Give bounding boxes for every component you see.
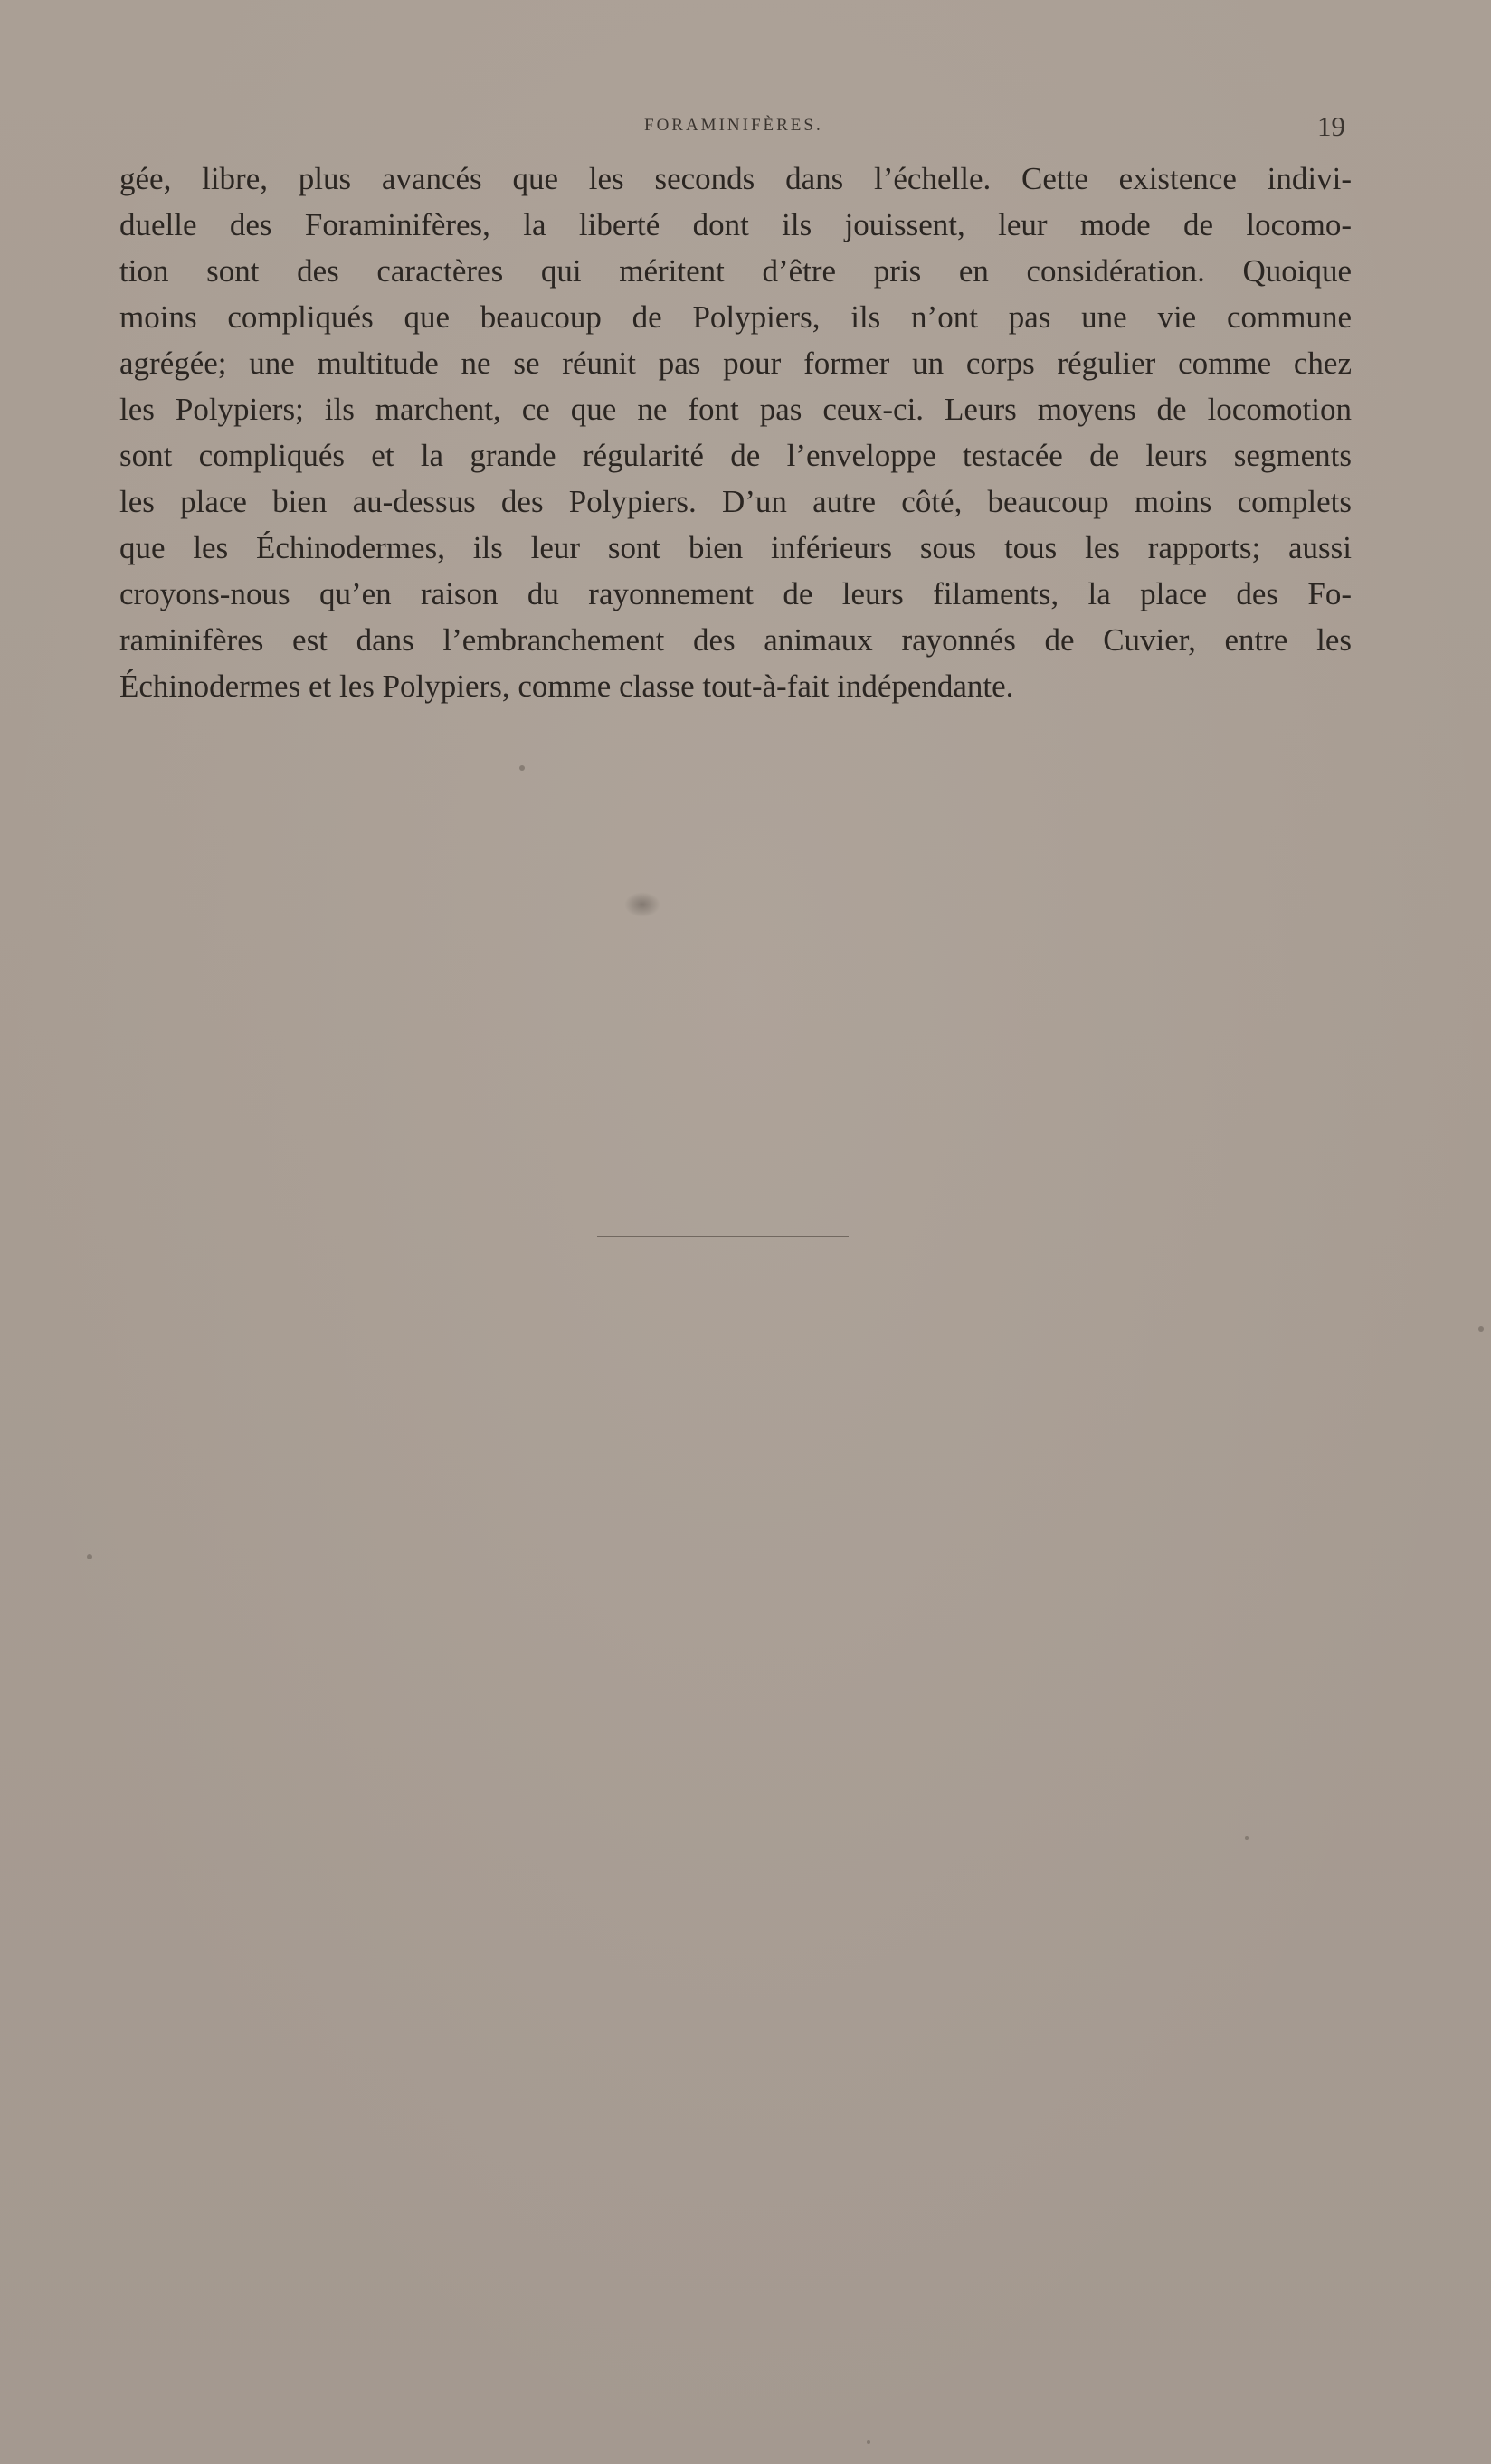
section-divider-rule: [597, 1236, 849, 1237]
paper-stain: [624, 892, 660, 917]
text-line: gée, libre, plus avancés que les seconds dans l’échelle. Cette existence indivi-: [119, 161, 1352, 196]
text-line-last: Échinodermes et les Polypiers, comme classe tout-à-fait indépendante.: [119, 668, 1014, 704]
reverse-side-bleed-through: [100, 633, 1384, 1863]
text-line: moins compliqués que beaucoup de Polypiers, ils n’ont pas une vie commune: [119, 299, 1352, 335]
paper-speck: [1478, 1326, 1484, 1332]
paper-speck: [867, 2440, 870, 2444]
paper-speck: [87, 1554, 92, 1559]
running-title: FORAMINIFÈRES.: [644, 116, 823, 135]
page-number: 19: [1317, 110, 1345, 142]
text-line: les Polypiers; ils marchent, ce que ne font pas ceux-ci. Leurs moyens de locomotion: [119, 392, 1352, 427]
text-line: que les Échinodermes, ils leur sont bien inférieurs sous tous les rapports; aussi: [119, 530, 1352, 565]
text-line: raminifères est dans l’embranchement des animaux rayonnés de Cuvier, entre les: [119, 622, 1352, 658]
text-line: agrégée; une multitude ne se réunit pas pour former un corps régulier comme chez: [119, 346, 1352, 381]
text-line: tion sont des caractères qui méritent d’être pris en considération. Quoique: [119, 253, 1352, 289]
running-header: [0, 110, 1491, 143]
paper-speck: [1245, 1836, 1249, 1840]
text-line: sont compliqués et la grande régularité de l’enveloppe testacée de leurs segments: [119, 438, 1352, 473]
body-paragraph: [119, 156, 1352, 709]
text-line: croyons-nous qu’en raison du rayonnement de leurs filaments, la place des Fo-: [119, 576, 1352, 611]
paper-speck: [519, 765, 525, 771]
text-line: duelle des Foraminifères, la liberté dont ils jouissent, leur mode de locomo-: [119, 207, 1352, 242]
text-line: les place bien au-dessus des Polypiers. D’un autre côté, beaucoup moins complets: [119, 484, 1352, 519]
